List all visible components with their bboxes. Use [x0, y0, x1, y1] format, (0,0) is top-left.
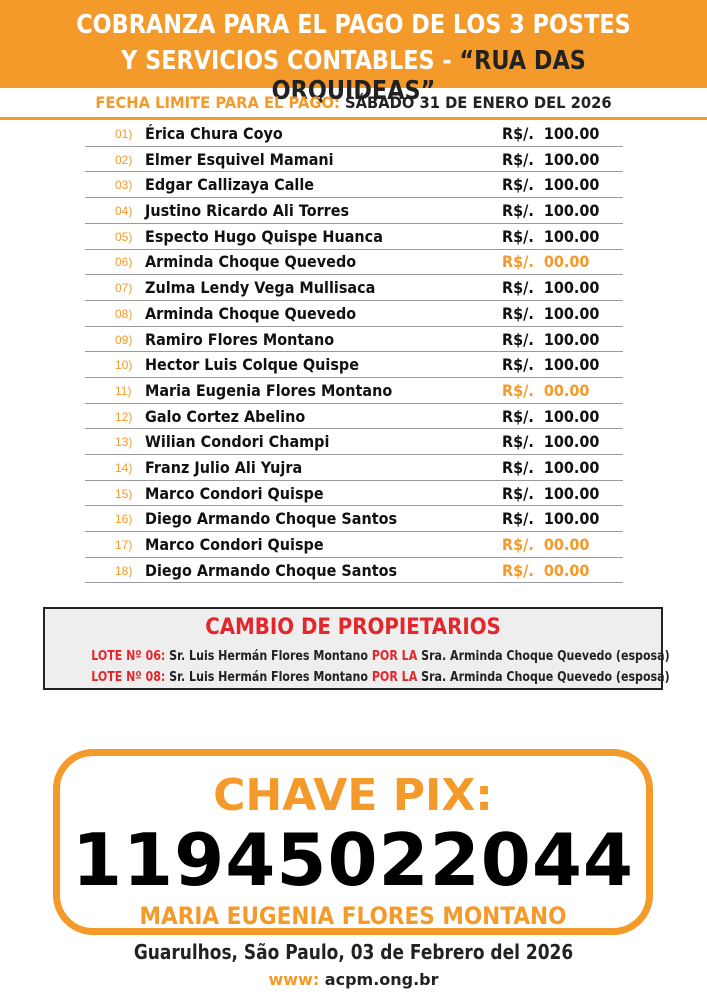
ownership-entry	[91, 649, 670, 664]
list-item	[85, 173, 623, 198]
item-number: 12)	[115, 409, 133, 424]
item-name: Franz Julio Ali Yujra	[145, 457, 303, 477]
item-name: Edgar Callizaya Calle	[145, 175, 315, 195]
item-number: 13)	[115, 435, 133, 450]
item-number: 06)	[115, 255, 133, 270]
place-date: Guarulhos, São Paulo, 03 de Febrero del 2026	[133, 940, 574, 964]
list-item	[85, 559, 623, 584]
list-item	[85, 302, 623, 327]
item-name: Especto Hugo Quispe Huanca	[145, 226, 383, 246]
item-name: Wilian Condori Champi	[145, 432, 330, 452]
item-name: Zulma Lendy Vega Mullisaca	[145, 278, 376, 298]
item-amount: R$/. 100.00	[502, 355, 600, 375]
list-item	[85, 482, 623, 507]
list-item	[85, 122, 623, 147]
previous-owner: Sr. Luis Hermán Flores Montano	[165, 649, 372, 664]
deadline-label: FECHA LIMITE PARA EL PAGO:	[95, 93, 346, 112]
connector: POR LA	[371, 670, 418, 685]
item-number: 10)	[115, 358, 133, 373]
pix-key-panel	[53, 749, 653, 935]
item-name: Justino Ricardo Ali Torres	[145, 201, 350, 221]
deadline-value: SÁBADO 31 DE ENERO DEL 2026	[345, 93, 612, 112]
item-amount: R$/. 100.00	[502, 303, 600, 323]
list-item	[85, 533, 623, 558]
ownership-change-title: CAMBIO DE PROPIETARIOS	[205, 615, 501, 640]
item-amount: R$/. 100.00	[502, 226, 600, 246]
list-item	[85, 250, 623, 275]
website-url: acpm.ong.br	[324, 970, 439, 989]
item-name: Elmer Esquivel Mamani	[145, 149, 334, 169]
item-number: 04)	[115, 204, 133, 219]
item-amount: R$/. 100.00	[502, 457, 600, 477]
ownership-change-box	[43, 607, 670, 690]
item-name: Hector Luis Colque Quispe	[145, 355, 360, 375]
item-name: Érica Chura Coyo	[145, 124, 283, 143]
item-name: Marco Condori Quispe	[145, 535, 324, 554]
new-owner: Sra. Arminda Choque Quevedo (esposa)	[417, 670, 670, 685]
list-item	[85, 507, 623, 532]
item-name: Diego Armando Choque Santos	[145, 560, 398, 580]
item-amount: R$/. 100.00	[502, 201, 600, 221]
list-item	[85, 353, 623, 378]
pix-key-number: 11945022044	[71, 818, 635, 902]
website	[0, 970, 707, 989]
item-amount: R$/. 00.00	[502, 560, 590, 580]
list-item	[85, 199, 623, 224]
item-amount: R$/. 00.00	[502, 380, 590, 400]
item-amount: R$/. 00.00	[502, 535, 590, 554]
item-name: Arminda Choque Quevedo	[145, 303, 357, 323]
item-amount: R$/. 100.00	[502, 149, 600, 169]
website-prefix: www:	[268, 970, 325, 989]
pix-title: CHAVE PIX:	[213, 770, 493, 821]
ownership-entry	[91, 670, 670, 685]
list-item	[85, 456, 623, 481]
pix-owner-name: MARIA EUGENIA FLORES MONTANO	[139, 902, 567, 930]
item-number: 11)	[115, 383, 132, 398]
item-number: 16)	[115, 512, 133, 527]
item-number: 08)	[115, 306, 133, 321]
header-line2-highlight: “RUA DAS ORQUIDEAS”	[271, 46, 586, 106]
item-amount: R$/. 100.00	[502, 406, 600, 426]
header-divider	[0, 117, 707, 120]
list-item	[85, 276, 623, 301]
item-name: Maria Eugenia Flores Montano	[145, 380, 393, 400]
item-amount: R$/. 100.00	[502, 483, 600, 503]
item-amount: R$/. 100.00	[502, 124, 600, 143]
item-name: Ramiro Flores Montano	[145, 329, 335, 349]
list-item	[85, 379, 623, 404]
item-number: 17)	[115, 538, 133, 552]
item-name: Arminda Choque Quevedo	[145, 252, 357, 272]
list-item	[85, 430, 623, 455]
item-name: Diego Armando Choque Santos	[145, 509, 398, 529]
payment-deadline	[28, 93, 678, 112]
item-amount: R$/. 100.00	[502, 432, 600, 452]
payment-list	[85, 122, 623, 584]
item-amount: R$/. 100.00	[502, 329, 600, 349]
list-item	[85, 405, 623, 430]
item-amount: R$/. 100.00	[502, 278, 600, 298]
item-number: 18)	[115, 563, 133, 578]
item-amount: R$/. 00.00	[502, 252, 590, 272]
item-number: 03)	[115, 178, 133, 193]
item-number: 09)	[115, 332, 133, 347]
item-number: 15)	[115, 486, 133, 501]
previous-owner: Sr. Luis Hermán Flores Montano	[165, 670, 372, 685]
item-name: Marco Condori Quispe	[145, 483, 324, 503]
item-number: 07)	[115, 281, 133, 296]
item-name: Galo Cortez Abelino	[145, 406, 306, 426]
item-amount: R$/. 100.00	[502, 175, 600, 195]
item-number: 01)	[115, 127, 133, 141]
connector: POR LA	[371, 649, 418, 664]
list-item	[85, 148, 623, 173]
header-line2-prefix: Y SERVICIOS CONTABLES -	[121, 46, 460, 76]
header-title-line1: COBRANZA PARA EL PAGO DE LOS 3 POSTES	[76, 10, 631, 40]
lot-label: LOTE Nº 08:	[91, 670, 166, 685]
item-number: 02)	[115, 152, 133, 167]
new-owner: Sra. Arminda Choque Quevedo (esposa)	[417, 649, 670, 664]
list-item	[85, 225, 623, 250]
item-amount: R$/. 100.00	[502, 509, 600, 529]
list-item	[85, 328, 623, 353]
lot-label: LOTE Nº 06:	[91, 649, 166, 664]
item-number: 14)	[115, 460, 133, 475]
item-number: 05)	[115, 229, 133, 244]
